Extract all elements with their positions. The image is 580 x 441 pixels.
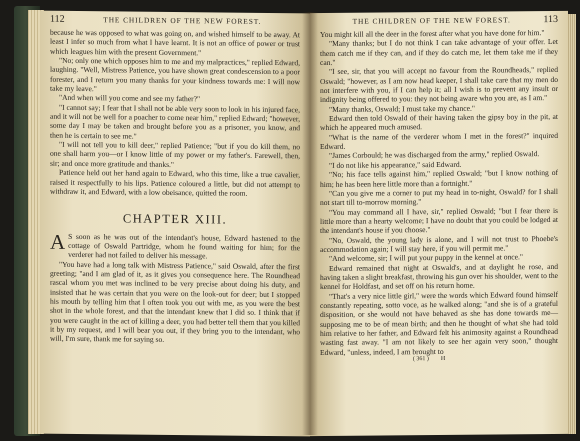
signature-letter: H <box>440 355 446 363</box>
paragraph: because he was opposed to what was going on, and wished himself to be away. At least I infer so much from what I have learnt. It is not an office of power or trust which leagues him with the present Government." <box>50 27 300 57</box>
paragraph: "That's a very nice little girl," were the words which Edward found himself constantly repeating, sotto voce, as he walked along; "and she is of a grateful disposition, or she would not have behaved as she has done towards me—supposing me to be of mean birth; and then he thought of what she had told him relative to her father, and Edward felt his animosity against a Roundhead wasting fast away. "I am not likely to see her again very soon," thought Edward, "unless, indeed, I am brought to <box>320 289 558 357</box>
signature-mark: ( 361 ) <box>412 356 429 363</box>
chapter-opening-paragraph <box>50 231 300 262</box>
paragraph: Patience held out her hand again to Edward, who this time, like a true cavalier, raised it respectfully to his lips. Patience coloured a little, but did not attempt to withdraw it, and Edward, with a low obeisance, quitted the room. <box>50 167 300 198</box>
paragraph: "And welcome, sir; I will put your puppy in the kennel at once." <box>329 252 523 264</box>
paragraph: "What is the name of the verderer whom I met in the forest?" inquired Edward. <box>320 130 558 152</box>
chapter-heading: CHAPTER XIII. <box>122 211 228 227</box>
drop-cap: A <box>50 229 66 254</box>
paragraph: "James Corbould; he was discharged from the army," replied Oswald. <box>329 149 540 161</box>
paragraph: "I cannot say; I fear that I shall not be able very soon to look in his injured face, and it will not be well for a poacher to come near him," replied Edward; "however, some day I may be taken and brought before you as a prisoner, you know, and then he is certain to see me." <box>50 102 300 141</box>
opening-text: S soon as he was out of the intendant's house, Edward hastened to the cottage of Oswald Partridge, whom he found waiting for him; for the verderer had not failed to deliver his message. <box>68 231 300 261</box>
paragraph: "No; his face tells against him," replied Oswald; "but I know nothing of him; he has been here little more than a fortnight." <box>320 168 558 189</box>
paragraph: "I will not tell you to kill deer," replied Patience; "but if you do kill them, no one shall harm you—or I know little of my power or my father's. Farewell, then, sir; and once more gratitude and thanks." <box>50 139 300 169</box>
left-page-body <box>40 28 310 346</box>
left-running-head: THE CHILDREN OF THE NEW FOREST. <box>103 15 262 26</box>
paragraph: "Many thanks, Oswald; I must take my chance." <box>329 103 475 114</box>
open-book <box>14 4 576 436</box>
paragraph: "Many thanks; but I do not think I can take advantage of your offer. Let them catch me if they can, and if they do catch me, let them take me if they can." <box>320 37 558 68</box>
paragraph: Edward remained that night at Oswald's, and at daylight he rose, and having taken a slight breakfast, throwing his gun over his shoulder, went to the kennel for Holdfast, and set off on his return home. <box>320 261 559 292</box>
paragraph: Edward then told Oswald of their having taken the gipsy boy in the pit, at which he appeared much amused. <box>320 112 558 133</box>
paragraph: "No, Oswald, the young lady is alone, and I will not trust to Phoebe's accommodation again; I will stay here, if you will permit me." <box>320 233 558 254</box>
paragraph: You might kill all the deer in the forest after what you have done for him." <box>320 28 545 40</box>
left-page-number: 112 <box>50 13 65 25</box>
book-gutter-shadow <box>302 12 318 435</box>
paragraph: "No; only one which opposes him to me and my malpractices," replied Edward, laughing. "Well, Mistress Patience, you have shown great condescension to a poor forester, and I return you many thanks for your kindness towards me: I will now take my leave." <box>50 55 300 94</box>
paragraph: "I do not like his appearance," said Edward. <box>329 159 462 170</box>
right-page <box>310 11 568 436</box>
paragraph: "You may command all I have, sir," replied Oswald; "but I fear there is little more than a hearty welcome; I have no doubt that you could be lodged at the intendant's house if you choose." <box>320 205 558 236</box>
page-stack-right <box>568 14 576 434</box>
right-page-number: 113 <box>543 13 558 26</box>
paragraph: "I see, sir, that you will accept no favour from the Roundheads," replied Oswald; "however, as I am now head keeper, I shall take care that my men do not interfere with you, if I can help it; all I wish is to prevent any insult or indignity being offered to you: they not being aware who you are, as I am." <box>320 65 558 105</box>
paragraph: "You have had a long talk with Mistress Patience," said Oswald, after the first greeting; "and I am glad of it, as it gives you consequence here. The Roundhead rascal whom you met was inclined to be very precise about doing his duty, and insisted that he was certain that you were on the look-out for deer; but I stopped his mouth by telling him that I often took you out with me, as you were the best shot in the whole forest, and that the intendant knew that I did so. I think that if you were caught in the act of killing a deer, you had better tell them that you killed it by my request, and I will bear you out, if they bring you to the intendant, who will, I'm sure, thank me for saying so. <box>50 259 300 345</box>
right-running-head: THE CHILDREN OF THE NEW FOREST. <box>352 15 511 26</box>
paragraph: "And when will you come and see my father?" <box>59 93 201 104</box>
left-page <box>40 11 310 437</box>
right-page-body <box>310 28 568 366</box>
paragraph: "Can you give me a corner to put my head in to-night, Oswald? for I shall not start till to-morrow morning." <box>320 186 558 208</box>
